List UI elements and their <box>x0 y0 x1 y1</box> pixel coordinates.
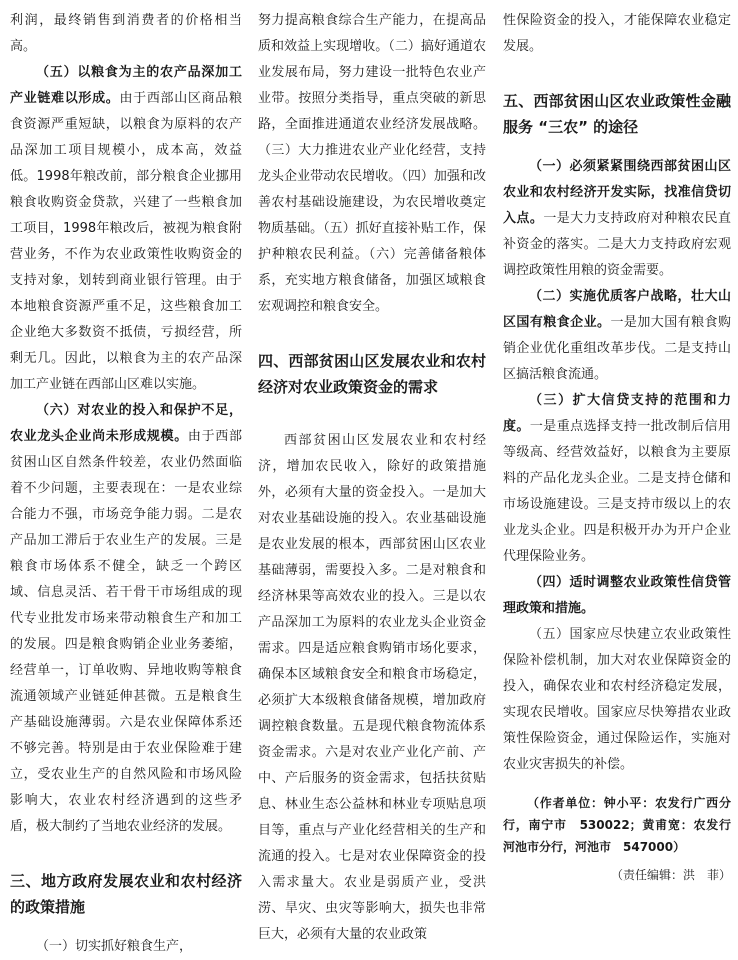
paragraph-body: 一是加大国有粮食购销企业优化重组改革步伐。二是支持山区搞活粮食流通。 <box>503 315 731 382</box>
column-2 <box>258 8 486 948</box>
column-3 <box>503 8 731 886</box>
subheading: （五）以粮食为主的农产品深加工产业链难以形成。 <box>10 65 242 106</box>
paragraph-body: 一是大力支持政府对种粮农民直补资金的落实。二是大力支持政府宏观调控政策性用粮的资金需要。 <box>503 211 731 278</box>
paragraph-body: 由于西部山区商品粮食资源严重短缺，以粮食为原料的农产品深加工项目规模小，成本高，效益低。1998年粮改前，部分粮食企业挪用粮食收购资金贷款，兴建了一些粮食加工项目，1998年粮改后，被视为粮食附营业务，不作为农业政策性收购资金的支持对象，划转到商业银行管理。由于本地粮食资源严重不足，这些粮食加工企业绝大多数资不抵债，亏损经营，所剩无几。因此，以粮食为主的农产品深加工产业链在西部山区难以实施。 <box>10 91 242 392</box>
paragraph <box>10 60 242 398</box>
paragraph <box>503 154 731 284</box>
subheading: （六）对农业的投入和保护不足，农业龙头企业尚未形成规模。 <box>10 403 242 444</box>
paragraph: （一）切实抓好粮食生产， <box>36 939 193 954</box>
paragraph: 性保险资金的投入，才能保障农业稳定发展。 <box>503 13 731 54</box>
subheading: （一）必须紧紧围绕西部贫困山区农业和农村经济开发实际，找准信贷切入点。 <box>503 159 731 226</box>
paragraph <box>503 284 731 388</box>
subheading: （四）适时调整农业政策性信贷管理政策和措施。 <box>503 575 731 616</box>
paragraph: 利润，最终销售到消费者的价格相当高。 <box>10 13 242 54</box>
subheading: （二）实施优质客户战略，壮大山区国有粮食企业。 <box>503 289 731 330</box>
column-1 <box>10 8 242 960</box>
paragraph-body: 一是重点选择支持一批改制后信用等级高、经营效益好，以粮食为主要原料的产品化龙头企业。二是支持仓储和市场设施建设。三是支持市级以上的农业龙头企业。四是积极开办为开户企业代理保险业务。 <box>503 419 731 564</box>
paragraph: 西部贫困山区发展农业和农村经济，增加农民收入，除好的政策措施外，必须有大量的资金投入。一是加大对农业基础设施的投入。农业基础设施是农业发展的根本，西部贫困山区农业基础薄弱，需要投入多。二是对粮食和经济林果等高效农业的投入。三是以农产品深加工为原料的农业龙头企业资金需求。四是适应粮食购销市场化要求，确保本区域粮食安全和粮食市场稳定，必须扩大本级粮食储备规模，增加政府调控粮食数量。五是现代粮食物流体系资金需求。六是对农业产业化产前、产中、产后服务的资金需求，包括扶贫贴息、林业生态公益林和林业专项贴息项目等，重点与产业化经营相关的生产和流通的投入。七是对农业保障资金的投入需求量大。农业是弱质产业，受洪涝、旱灾、虫灾等影响大，损失也非常巨大，必须有大量的农业政策 <box>258 433 486 942</box>
paragraph <box>10 398 242 840</box>
paragraph <box>503 388 731 570</box>
subheading: （三）扩大信贷支持的范围和力度。 <box>503 393 731 434</box>
editor-credit: （责任编辑：洪 菲） <box>610 868 731 882</box>
paragraph: 努力提高粮食综合生产能力，在提高品质和效益上实现增收。（二）搞好通道农业发展布局，努力建设一批特色农业产业带。按照分类指导，重点突破的新思路，全面推进通道农业经济发展战略。（三）大力推进农业产业化经营，支持龙头企业带动农民增收。（四）加强和改善农村基础设施建设，为农民增收奠定物质基础。（五）抓好直接补贴工作，保护种粮农民利益。（六）完善储备粮体系，充实地方粮食储备，加强区域粮食宏观调控和粮食安全。 <box>258 13 486 314</box>
paragraph: （五）国家应尽快建立农业政策性保险补偿机制，加大对农业保障资金的投入，确保农业和农村经济稳定发展，实现农民增收。国家应尽快筹措农业政策性保险资金，通过保险运作，实施对农业灾害损失的补偿。 <box>503 627 731 772</box>
section-heading: 四、西部贫困山区发展农业和农村经济对农业政策资金的需求 <box>258 352 486 396</box>
section-heading: 五、西部贫困山区农业政策性金融服务 “三农” 的途径 <box>503 92 731 136</box>
section-heading: 三、地方政府发展农业和农村经济的政策措施 <box>10 872 242 916</box>
paragraph-body: 由于西部贫困山区自然条件较差，农业仍然面临着不少问题，主要表现在：一是农业综合能力不强，市场竞争能力弱。二是农产品加工滞后于农业生产的发展。三是粮食市场体系不健全，缺乏一个跨区域、信息灵活、若干骨干市场组成的现代专业批发市场来带动粮食生产和加工的发展。四是粮食购销企业业务萎缩，经营单一，订单收购、异地收购等粮食流通领域产业链延伸甚微。五是粮食生产基础设施薄弱。六是农业保障体系还不够完善。特别是由于农业保险难于建立，受农业生产的自然风险和市场风险影响大，农业农村经济遇到的这些矛盾，极大制约了当地农业经济的发展。 <box>10 429 242 834</box>
author-info: （作者单位：钟小平：农发行广西分行，南宁市 530022；黄甫宽：农发行河池市分行，河池市 547000） <box>503 796 731 854</box>
